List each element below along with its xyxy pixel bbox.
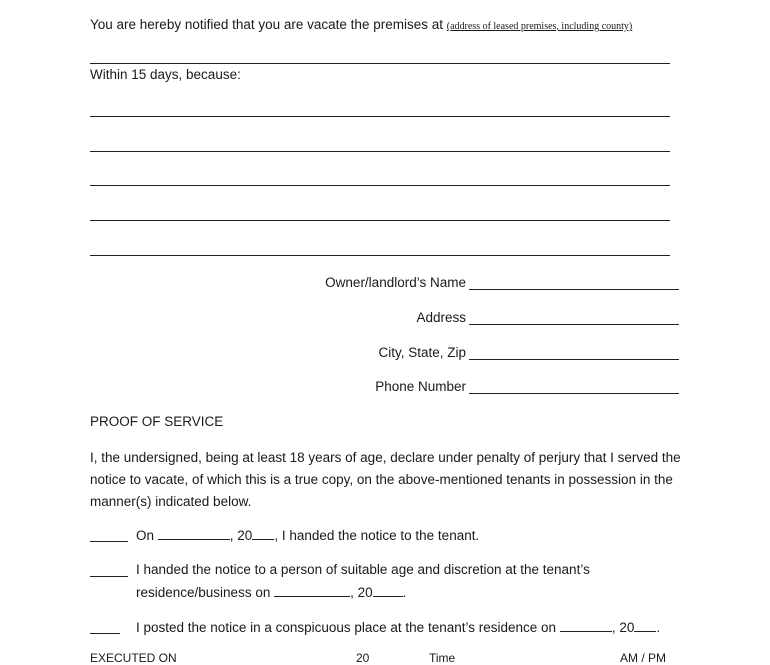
reason-line-4[interactable] bbox=[90, 220, 670, 221]
notice-intro bbox=[90, 17, 632, 32]
landlord-city-label: City, State, Zip bbox=[378, 345, 466, 360]
reason-line-1[interactable] bbox=[90, 116, 670, 117]
executed-on-label: EXECUTED ON bbox=[90, 651, 177, 665]
ampm-label: AM / PM bbox=[620, 651, 667, 665]
option3-comma20: , 20 bbox=[611, 620, 635, 635]
option2-check-line[interactable] bbox=[90, 576, 128, 577]
option3-text bbox=[136, 619, 660, 635]
time-label: Time bbox=[429, 651, 456, 665]
landlord-phone-label: Phone Number bbox=[375, 379, 466, 394]
within-days-text: Within 15 days, because: bbox=[90, 67, 241, 82]
intro-text: You are hereby notified that you are vacate the premises at bbox=[90, 17, 443, 32]
option1-tail: , I handed the notice to the tenant. bbox=[274, 528, 480, 543]
option3-check-line[interactable] bbox=[90, 633, 120, 634]
executed-year-label: 20 bbox=[356, 651, 370, 665]
option3-end: . bbox=[656, 620, 661, 635]
address-fill-line[interactable] bbox=[90, 63, 670, 64]
option1-date-line[interactable] bbox=[158, 527, 230, 540]
option2-comma20: , 20 bbox=[350, 585, 373, 600]
option2-line1: I handed the notice to a person of suitable age and discretion at the tenant’s bbox=[136, 562, 590, 577]
option3-date-line[interactable] bbox=[560, 619, 612, 632]
landlord-phone-line[interactable] bbox=[469, 393, 679, 394]
landlord-name-line[interactable] bbox=[469, 289, 679, 290]
reason-line-3[interactable] bbox=[90, 185, 670, 186]
option1-year-line[interactable] bbox=[252, 527, 274, 540]
option2-end: . bbox=[402, 585, 407, 600]
option1-check-line[interactable] bbox=[90, 541, 128, 542]
landlord-name-label: Owner/landlord’s Name bbox=[325, 275, 466, 290]
option2-year-line[interactable] bbox=[373, 584, 403, 597]
address-hint: (address of leased premises, including county) bbox=[446, 21, 633, 32]
reason-line-5[interactable] bbox=[90, 255, 670, 256]
reason-line-2[interactable] bbox=[90, 151, 670, 152]
landlord-address-label: Address bbox=[416, 310, 466, 325]
option3-posted-text: I posted the notice in a conspicuous place at the tenant’s residence on bbox=[136, 620, 557, 635]
option2-date-line[interactable] bbox=[274, 584, 350, 597]
landlord-city-line[interactable] bbox=[469, 359, 679, 360]
option3-year-line[interactable] bbox=[634, 619, 656, 632]
option1-text bbox=[136, 527, 479, 543]
option2-line2 bbox=[136, 584, 406, 600]
landlord-address-line[interactable] bbox=[469, 324, 679, 325]
option1-on: On bbox=[136, 528, 155, 543]
option2-residence-text: residence/business on bbox=[136, 585, 271, 600]
proof-heading: PROOF OF SERVICE bbox=[90, 414, 224, 429]
option1-comma20: , 20 bbox=[229, 528, 253, 543]
proof-declaration: I, the undersigned, being at least 18 years of age, declare under penalty of perjury that I served the notice to vacate, of which this is a true copy, on the above-mentioned tenants in possession in the manner(s) indicated below. bbox=[90, 450, 681, 509]
